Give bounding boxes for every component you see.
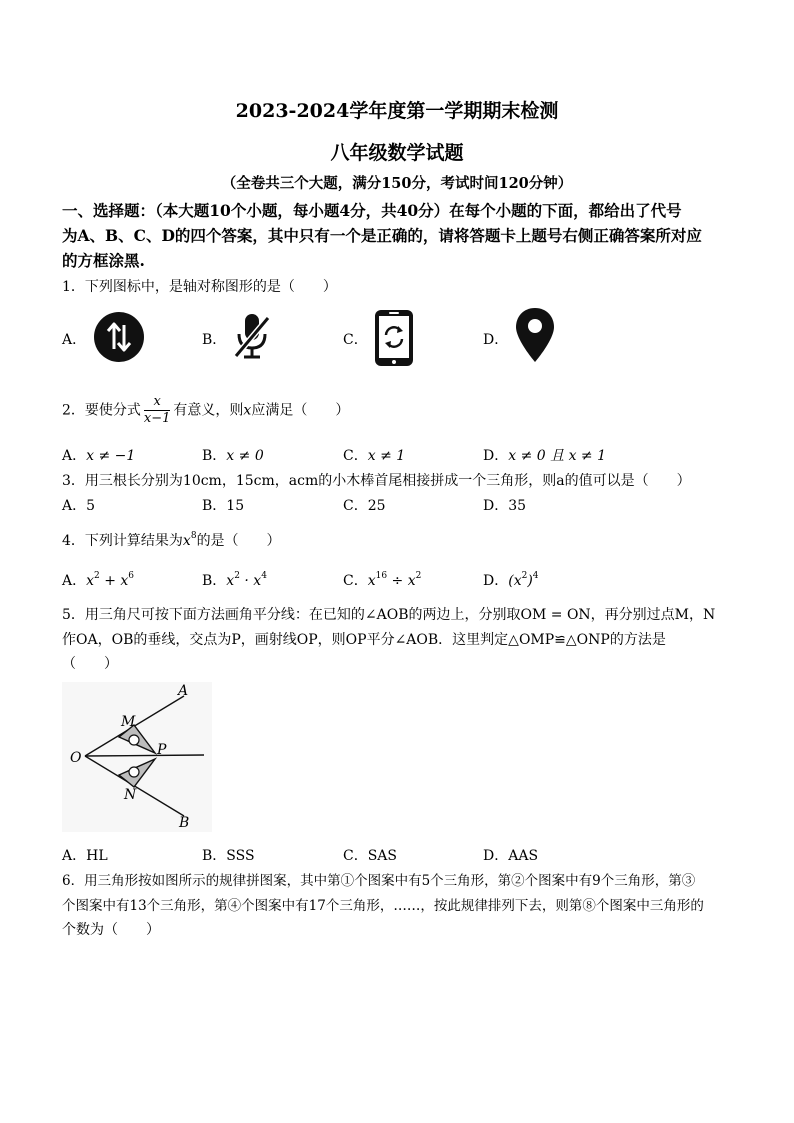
q2-stem-pre: 2．要使分式	[62, 402, 141, 419]
q4-b-exp1: 2	[234, 571, 240, 581]
q1-label-d: D．	[483, 332, 509, 348]
q2-option-c-label: C．	[343, 448, 368, 464]
q2-option-a	[62, 445, 135, 465]
q1-label-c: C．	[343, 332, 368, 348]
q2-option-d-math: x ≠ 0 且 x ≠ 1	[508, 448, 607, 464]
q6-line3: 个数为（ ）	[62, 922, 160, 938]
q5-line3: （ ）	[62, 656, 118, 672]
q5-option-b: B．SSS	[202, 848, 255, 864]
q2-option-b	[202, 445, 264, 465]
q6-line2: 个图案中有13个三角形，第④个图案中有17个三角形，……，按此规律排列下去，则第⑧个图案中三角形的	[62, 898, 704, 914]
label-m: M	[121, 714, 136, 730]
q4-d-exp-inner: 2	[521, 571, 528, 581]
exam-subtitle: 八年级数学试题	[330, 142, 464, 164]
q2-stem	[62, 394, 349, 427]
q5-line1: 5．用三角尺可按下面方法画角平分线：在已知的∠AOB的两边上，分别取OM = ON，再分别过点M，N	[62, 607, 716, 623]
exam-note: （全卷共三个大题，满分150分，考试时间120分钟）	[221, 175, 573, 192]
phone-sync-icon	[373, 308, 415, 368]
q4-option-a	[62, 570, 134, 590]
section1-line2: 为A、B、C、D的四个答案，其中只有一个是正确的，请将答题卡上题号右侧正确答案所对应	[62, 226, 702, 245]
q4-exponent: 8	[190, 531, 197, 541]
q4-d-exp-outer: 4	[532, 571, 539, 581]
mic-off-icon	[232, 312, 272, 360]
q4-c-exp1: 16	[375, 571, 388, 581]
q1-label-b: B．	[202, 332, 227, 348]
q2-stem-end: 应满足（ ）	[251, 402, 350, 419]
q4-b-base1: x	[226, 573, 235, 589]
q2-option-c-math: x ≠ 1	[367, 448, 406, 464]
q4-a-exp2: 6	[128, 571, 135, 581]
q2-frac-denominator: x−1	[143, 411, 171, 426]
q4-a-base1: x	[86, 573, 95, 589]
ray-op	[85, 755, 204, 756]
q5-option-c: C．SAS	[343, 848, 398, 864]
q4-base: x	[182, 533, 191, 549]
label-p: P	[157, 742, 167, 758]
q4-a-exp1: 2	[94, 571, 100, 581]
q4-stem-post: 的是（ ）	[196, 533, 281, 549]
q5-option-d: D．AAS	[483, 848, 539, 864]
q2-option-b-math: x ≠ 0	[226, 448, 264, 464]
section1-line1: 一、选择题：（本大题10个小题，每小题4分，共40分）在每个小题的下面，都给出了代号	[62, 201, 682, 220]
q4-stem	[62, 530, 281, 550]
label-b: B	[179, 815, 190, 831]
q2-frac-numerator: x	[144, 394, 171, 411]
q2-option-a-math: x ≠ −1	[86, 448, 136, 464]
q4-d-paren: )	[527, 573, 533, 589]
q2-option-c	[343, 445, 405, 465]
q6-line1: 6．用三角形按如图所示的规律拼图案，其中第①个图案中有5个三角形，第②个图案中有9个三角形，第③	[62, 873, 696, 889]
swap-arrows-icon	[93, 311, 145, 363]
q3-option-a: A．5	[62, 498, 96, 514]
q2-option-b-label: B．	[202, 448, 227, 464]
q4-d-base: (x	[508, 573, 522, 589]
q3-option-c: C．25	[343, 498, 386, 514]
label-n: N	[124, 787, 137, 803]
q5-option-a: A．HL	[62, 848, 108, 864]
q4-option-d-label: D．	[483, 573, 509, 589]
exam-title: 2023-2024学年度第一学期期末检测	[235, 100, 559, 122]
q4-b-exp2: 4	[261, 571, 267, 581]
q4-c-base1: x	[367, 573, 376, 589]
label-a: A	[178, 683, 189, 699]
angle-bisector-figure	[62, 682, 212, 832]
q4-c-exp2: 2	[415, 571, 422, 581]
q3-option-d: D．35	[483, 498, 527, 514]
q4-stem-pre: 4．下列计算结果为	[62, 533, 183, 549]
q4-option-b-label: B．	[202, 573, 227, 589]
q2-var: x	[243, 402, 252, 419]
q4-c-op: ÷ x	[387, 573, 416, 589]
q2-fraction	[144, 394, 171, 427]
label-o: O	[70, 750, 82, 766]
q4-a-op: + x	[99, 573, 129, 589]
q3-option-b: B．15	[202, 498, 245, 514]
q5-line2: 作OA，OB的垂线，交点为P，画射线OP，则OP平分∠AOB．这里判定△OMP≌△ONP的方法是	[62, 632, 666, 648]
q2-stem-post: 有意义，则	[173, 402, 244, 419]
q1-stem: 1．下列图标中，是轴对称图形的是（ ）	[62, 279, 337, 295]
q4-option-a-label: A．	[62, 573, 87, 589]
q2-option-d	[483, 445, 606, 465]
q4-option-b	[202, 570, 267, 590]
map-pin-icon	[514, 306, 556, 364]
q1-label-a: A．	[62, 332, 87, 348]
q4-b-op: · x	[239, 573, 262, 589]
q2-option-d-label: D．	[483, 448, 509, 464]
q4-option-c	[343, 570, 421, 590]
q2-option-a-label: A．	[62, 448, 87, 464]
q4-option-c-label: C．	[343, 573, 368, 589]
q3-stem: 3．用三根长分别为10cm，15cm，acm的小木棒首尾相接拼成一个三角形，则a的值可以是（ ）	[62, 473, 691, 489]
q4-option-d	[483, 570, 539, 590]
section1-line3: 的方框涂黑.	[62, 251, 145, 270]
